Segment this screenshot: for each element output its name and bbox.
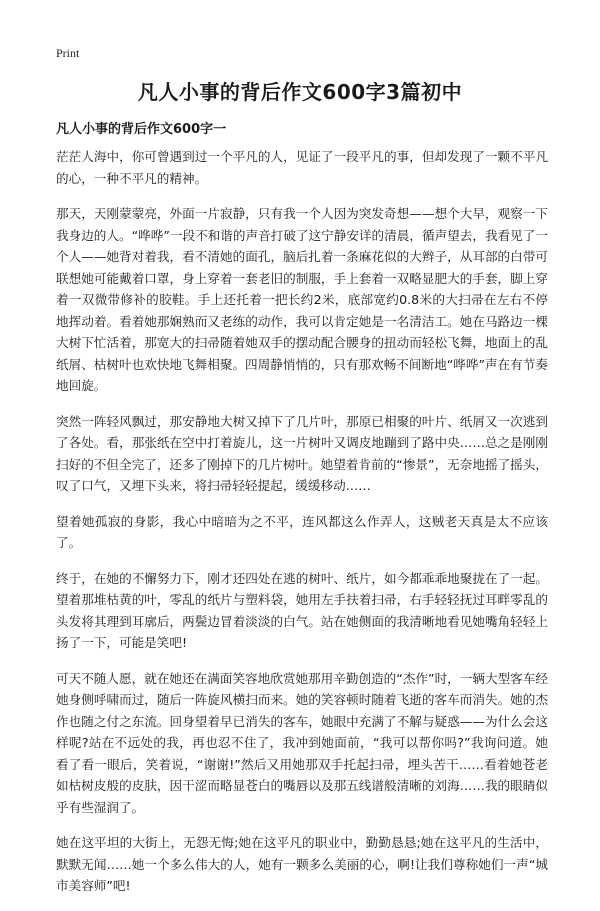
print-link[interactable]: Print	[56, 46, 80, 60]
paragraph-4: 望着她孤寂的身影，我心中暗暗为之不平，连风都这么作弄人，这贼老天真是太不应该了。	[56, 513, 548, 550]
paragraph-2: 那天，天刚蒙蒙亮，外面一片寂静，只有我一个人因为突发奇想——想个大早，观察一下我身边的人。“哗哗”一段不和谐的声音打破了这宁静安详的清晨，循声望去，我看见了一个人——她背对着我，看不清她的面孔，脑后扎着一条麻花似的大辫子，从耳部的白带可联想她可能戴着口罩，身上穿着一套老旧的制服，手上套着一双略显肥大的手套，脚上穿着一双微带修补的胶鞋。手上还托着一把长约2米，底部宽约0.8米的大扫帚在左右不停地挥动着。看着她那娴熟而又老练的动作，我可以肯定她是一名清洁工。她在马路边一棵大树下忙活着，那宽大的扫帚随着她双手的摆动配合腰身的扭动而轻松飞舞，地面上的乱纸屑、枯树叶也欢快地飞舞相聚。四周静悄悄的，只有那欢畅不间断地“哗哗”声在有节奏地回旋。	[56, 206, 548, 393]
article-body	[56, 146, 548, 911]
paragraph-1: 茫茫人海中，你可曾遇到过一个平凡的人，见证了一段平凡的事，但却发现了一颗不平凡的心，一种不平凡的精神。	[56, 149, 548, 186]
page-title: 凡人小事的背后作文600字3篇初中	[137, 80, 463, 104]
section-subtitle: 凡人小事的背后作文600字一	[56, 122, 227, 137]
paragraph-3: 突然一阵轻风飘过，那安静地大树又掉下了几片叶，那原已相聚的叶片、纸屑又一次逃到了各处。看，那张纸在空中打着旋儿，这一片树叶又调皮地蹦到了路中央……总之是刚刚扫好的不但全完了，还多了刚掉下的几片树叶。她望着肯前的“惨景”，无奈地摇了摇头，叹了口气，又埋下头来，将扫帚轻轻提起，缓缓移动……	[56, 413, 548, 493]
paragraph-6: 可天不随人愿，就在她还在满面笑容地欣赏她那用辛勤创造的“杰作”时，一辆大型客车经她身侧呼啸而过，随后一阵旋风横扫而来。她的笑容顿时随着飞逝的客车而消失。她的杰作也随之付之东流。回身望着早已消失的客车，她眼中充满了不解与疑惑——为什么会这样呢?站在不远处的我，再也忍不住了，我冲到她面前，“我可以帮你吗?”我询问道。她看了看一眼后，笑着说，“谢谢!”然后又用她那双手托起扫帚，埋头苦干……看着她苍老如枯树皮般的皮肤，因干涩而略显苍白的嘴唇以及那五线谱般清晰的刘海……我的眼睛似乎有些湿润了。	[56, 670, 548, 815]
paragraph-5: 终于，在她的不懈努力下，刚才还四处在逃的树叶、纸片，如今都乖乖地聚拢在了一起。望着那堆枯黄的叶，零乱的纸片与塑料袋，她用左手扶着扫帚，右手轻轻抚过耳畔零乱的头发将其理到耳廓后，两鬓边冒着淡淡的白气。站在她侧面的我清晰地看见她嘴角轻轻上扬了一下，可能是笑吧!	[56, 570, 548, 650]
paragraph-7: 她在这平坦的大街上，无怨无悔;她在这平凡的职业中，勤勤恳恳;她在这平凡的生活中，默默无闻……她一个多么伟大的人，她有一颗多么美丽的心，啊!让我们尊称她们一声“城市美容师”吧!	[56, 835, 548, 893]
